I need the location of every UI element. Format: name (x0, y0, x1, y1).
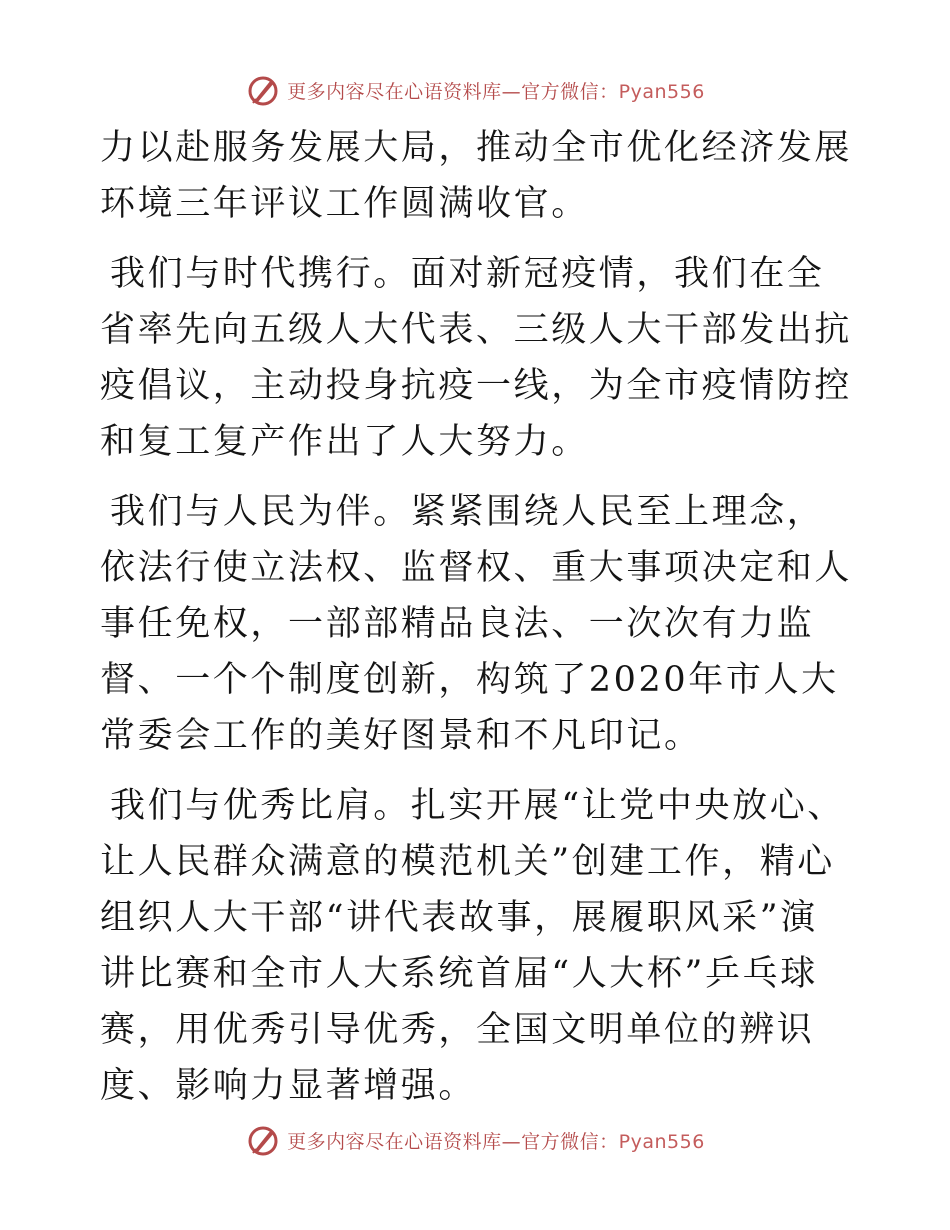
quill-pen-logo-icon (245, 72, 281, 108)
paragraph-continuation: 力以赴服务发展大局，推动全市优化经济发展环境三年评议工作圆满收官。 (100, 128, 853, 224)
footer-banner-text: 更多内容尽在心语资料库—官方微信：Pyan556 (287, 1130, 705, 1153)
header-wechat-handle: Pyan556 (618, 80, 705, 103)
paragraph-times: 我们与时代携行。面对新冠疫情，我们在全省率先向五级人大代表、三级人大干部发出抗疫倡议，主动投身抗疫一线，为全市疫情防控和复工复产作出了人大努力。 (100, 254, 853, 462)
paragraph-people: 我们与人民为伴。紧紧围绕人民至上理念，依法行使立法权、监督权、重大事项决定和人事任免权，一部部精品良法、一次次有力监督、一个个制度创新，构筑了2020年市人大常委会工作的美好图景和不凡印记。 (100, 492, 853, 756)
footer-wechat-handle: Pyan556 (618, 1130, 705, 1153)
header-banner-text: 更多内容尽在心语资料库—官方微信：Pyan556 (287, 80, 705, 103)
quill-pen-logo-icon (245, 1122, 281, 1158)
document-body (100, 120, 852, 1128)
footer-banner (0, 1120, 950, 1160)
header-banner (0, 70, 950, 110)
paragraph-excellence: 我们与优秀比肩。扎实开展“让党中央放心、让人民群众满意的模范机关”创建工作，精心组织人大干部“讲代表故事，展履职风采”演讲比赛和全市人大系统首届“人大杯”乒乓球赛，用优秀引导优秀，全国文明单位的辨识度、影响力显著增强。 (100, 786, 845, 1106)
